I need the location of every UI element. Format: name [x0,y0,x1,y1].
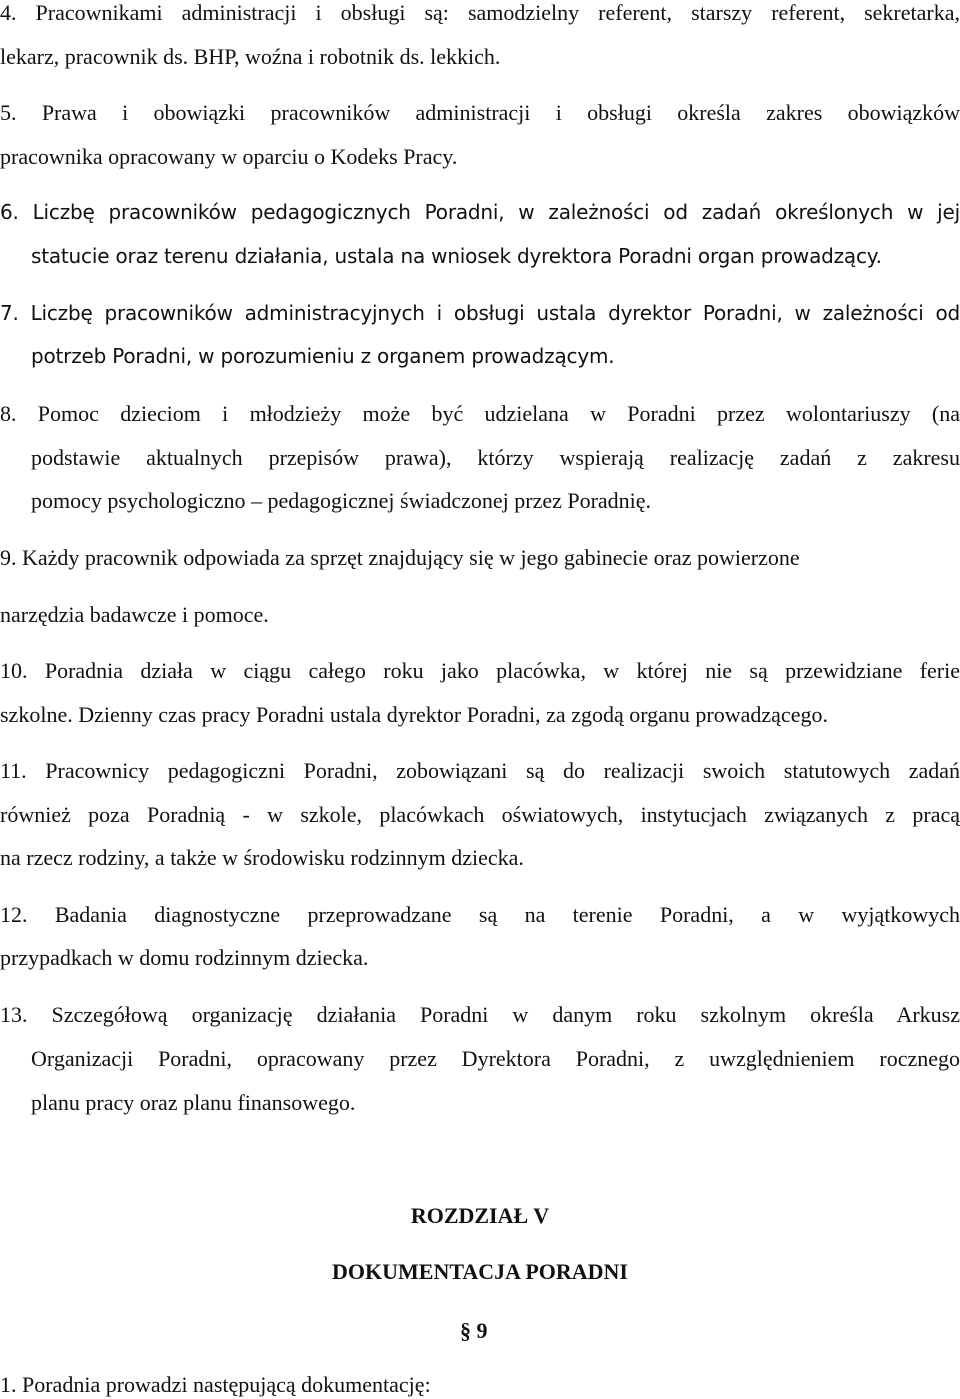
text-line-item5: 5. Prawa i obowiązki pracowników administracji i obsługi określa zakres obowiązków [0,100,960,125]
text-line-item6: 6. Liczbę pracowników pedagogicznych Poradni, w zależności od zadań określonych w jej [0,200,960,224]
text-line-item10: 10. Poradnia działa w ciągu całego roku jako placówka, w której nie są przewidziane ferie [0,658,960,683]
text-line-item8-cont1: podstawie aktualnych przepisów prawa), którzy wspierają realizację zadań z zakresu [31,445,960,470]
text-line-item8-cont2: pomocy psychologiczno – pedagogicznej świadczonej przez Poradnię. [31,488,652,513]
text-line-item6-cont: statucie oraz terenu działania, ustala na wniosek dyrektora Poradni organ prowadzący. [31,244,882,268]
text-line-item9-cont: narzędzia badawcze i pomoce. [0,602,269,627]
text-line-item13-cont1: Organizacji Poradni, opracowany przez Dyrektora Poradni, z uwzględnieniem rocznego [31,1046,960,1071]
text-line-item12: 12. Badania diagnostyczne przeprowadzane są na terenie Poradni, a w wyjątkowych [0,902,960,927]
text-line-item5-cont: pracownika opracowany w oparciu o Kodeks Pracy. [0,144,458,169]
text-line-item4: 4. Pracownikami administracji i obsługi są: samodzielny referent, starszy referent, sekretarka, [0,0,960,25]
chapter-subtitle: DOKUMENTACJA PORADNI [332,1259,628,1284]
text-line-item11-cont2: na rzecz rodziny, a także w środowisku rodzinnym dziecka. [0,845,524,870]
text-line-item11-cont1: również poza Poradnią - w szkole, placówkach oświatowych, instytucjach związanych z pracą [0,802,960,827]
text-line-item13-cont2: planu pracy oraz planu finansowego. [31,1090,356,1115]
section-mark: § 9 [460,1318,488,1343]
text-line-item12-cont: przypadkach w domu rodzinnym dziecka. [0,945,369,970]
text-line-item7: 7. Liczbę pracowników administracyjnych i obsługi ustala dyrektor Poradni, w zależności od [0,301,960,325]
text-line-item7-cont: potrzeb Poradni, w porozumieniu z organem prowadzącym. [31,344,615,368]
text-line-item4-cont: lekarz, pracownik ds. BHP, woźna i robotnik ds. lekkich. [0,44,501,69]
text-line-item11: 11. Pracownicy pedagogiczni Poradni, zobowiązani są do realizacji swoich statutowych zadań [0,758,960,783]
text-line-item10-cont: szkolne. Dzienny czas pracy Poradni ustala dyrektor Poradni, za zgodą organu prowadzącego. [0,702,828,727]
text-line-item9: 9. Każdy pracownik odpowiada za sprzęt znajdujący się w jego gabinecie oraz powierzone [0,545,800,570]
text-line-item13: 13. Szczegółową organizację działania Poradni w danym roku szkolnym określa Arkusz [0,1002,960,1027]
text-line-item8: 8. Pomoc dzieciom i młodzieży może być udzielana w Poradni przez wolontariuszy (na [0,401,960,426]
text-line-dokumentacja: 1. Poradnia prowadzi następującą dokumentację: [0,1372,431,1397]
chapter-title: ROZDZIAŁ V [410,1203,550,1228]
